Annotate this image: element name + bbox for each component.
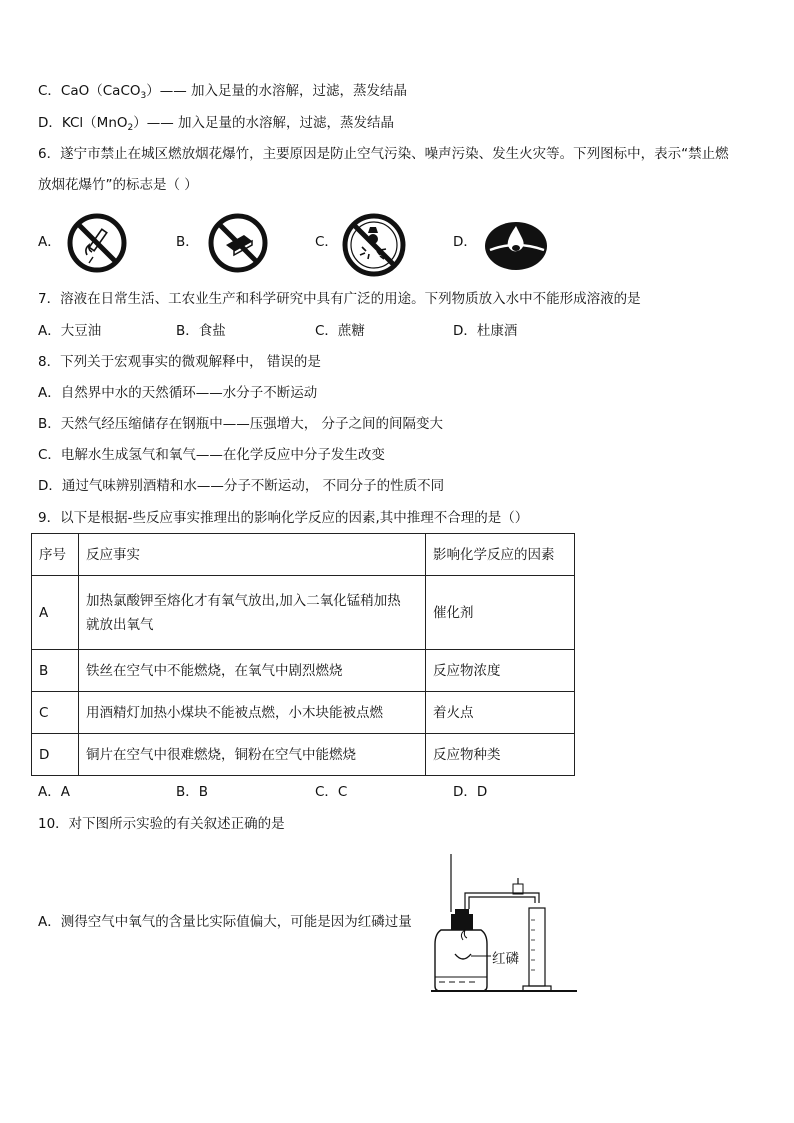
- q6-option-c-label: C．: [315, 234, 338, 250]
- q6-stem-line2: 放烟花爆竹”的标志是（ ）: [38, 177, 198, 193]
- q5-option-d: D．KCl（MnO$_2$）—— 加入足量的水溶解，过滤，蒸发结晶: [38, 115, 395, 133]
- q9-option-a: A．A: [38, 784, 70, 800]
- q9-table: [31, 533, 575, 776]
- q8-option-c: C．电解水生成氢气和氧气——在化学反应中分子发生改变: [38, 447, 385, 463]
- table-header-id: 序号: [32, 534, 79, 576]
- q10-stem: 10．对下图所示实验的有关叙述正确的是: [38, 816, 285, 832]
- q6-option-b-label: B．: [176, 234, 199, 250]
- water-saving-icon: [484, 218, 554, 276]
- table-row: D 铜片在空气中很难燃烧，铜粉在空气中能燃烧 反应物种类: [32, 734, 575, 776]
- q7-option-a: A．大豆油: [38, 323, 102, 339]
- q8-option-d: D．通过气味辨别酒精和水——分子不断运动， 不同分子的性质不同: [38, 478, 445, 494]
- q8-option-b: B．天然气经压缩储存在钢瓶中——压强增大， 分子之间的间隔变大: [38, 416, 444, 432]
- q6-stem-line1: 6．遂宁市禁止在城区燃放烟花爆竹，主要原因是防止空气污染、噪声污染、发生火灾等。下列图标中，表示“禁止燃: [38, 146, 729, 162]
- table-header-factor: 影响化学反应的因素: [426, 534, 575, 576]
- table-row: C 用酒精灯加热小煤块不能被点燃，小木块能被点燃 着火点: [32, 692, 575, 734]
- no-smoking-icon: [65, 211, 129, 279]
- q9-option-b: B．B: [176, 784, 209, 800]
- q10-option-a: A．测得空气中氧气的含量比实际值偏大，可能是因为红磷过量: [38, 914, 412, 930]
- no-fireworks-icon: [340, 211, 408, 283]
- table-row: A 加热氯酸钾至熔化才有氧气放出,加入二氧化锰稍加热 就放出氧气 催化剂: [32, 576, 575, 650]
- q6-option-a-label: A．: [38, 234, 61, 250]
- q7-option-b: B．食盐: [176, 323, 226, 339]
- q5-option-c: C．CaO（CaCO$_3$）—— 加入足量的水溶解，过滤，蒸发结晶: [38, 83, 408, 101]
- q9-stem: 9．以下是根据-些反应事实推理出的影响化学反应的因素,其中推理不合理的是（）: [38, 510, 529, 526]
- q9-option-c: C．C: [315, 784, 348, 800]
- q8-option-a: A．自然界中水的天然循环——水分子不断运动: [38, 385, 318, 401]
- red-phosphorus-label: 红磷: [492, 951, 519, 967]
- apparatus-diagram: [425, 852, 585, 1002]
- table-header-row: [32, 534, 575, 576]
- q7-stem: 7．溶液在日常生活、工农业生产和科学研究中具有广泛的用途。下列物质放入水中不能形成溶液的是: [38, 291, 641, 307]
- q7-option-d: D．杜康酒: [453, 323, 518, 339]
- table-row: B 铁丝在空气中不能燃烧，在氧气中剧烈燃烧 反应物浓度: [32, 650, 575, 692]
- no-reading-icon: [206, 211, 270, 279]
- table-header-fact: 反应事实: [79, 534, 426, 576]
- q7-option-c: C．蔗糖: [315, 323, 365, 339]
- q9-option-d: D．D: [453, 784, 488, 800]
- q6-option-d-label: D．: [453, 234, 477, 250]
- q8-stem: 8．下列关于宏观事实的微观解释中， 错误的是: [38, 354, 321, 370]
